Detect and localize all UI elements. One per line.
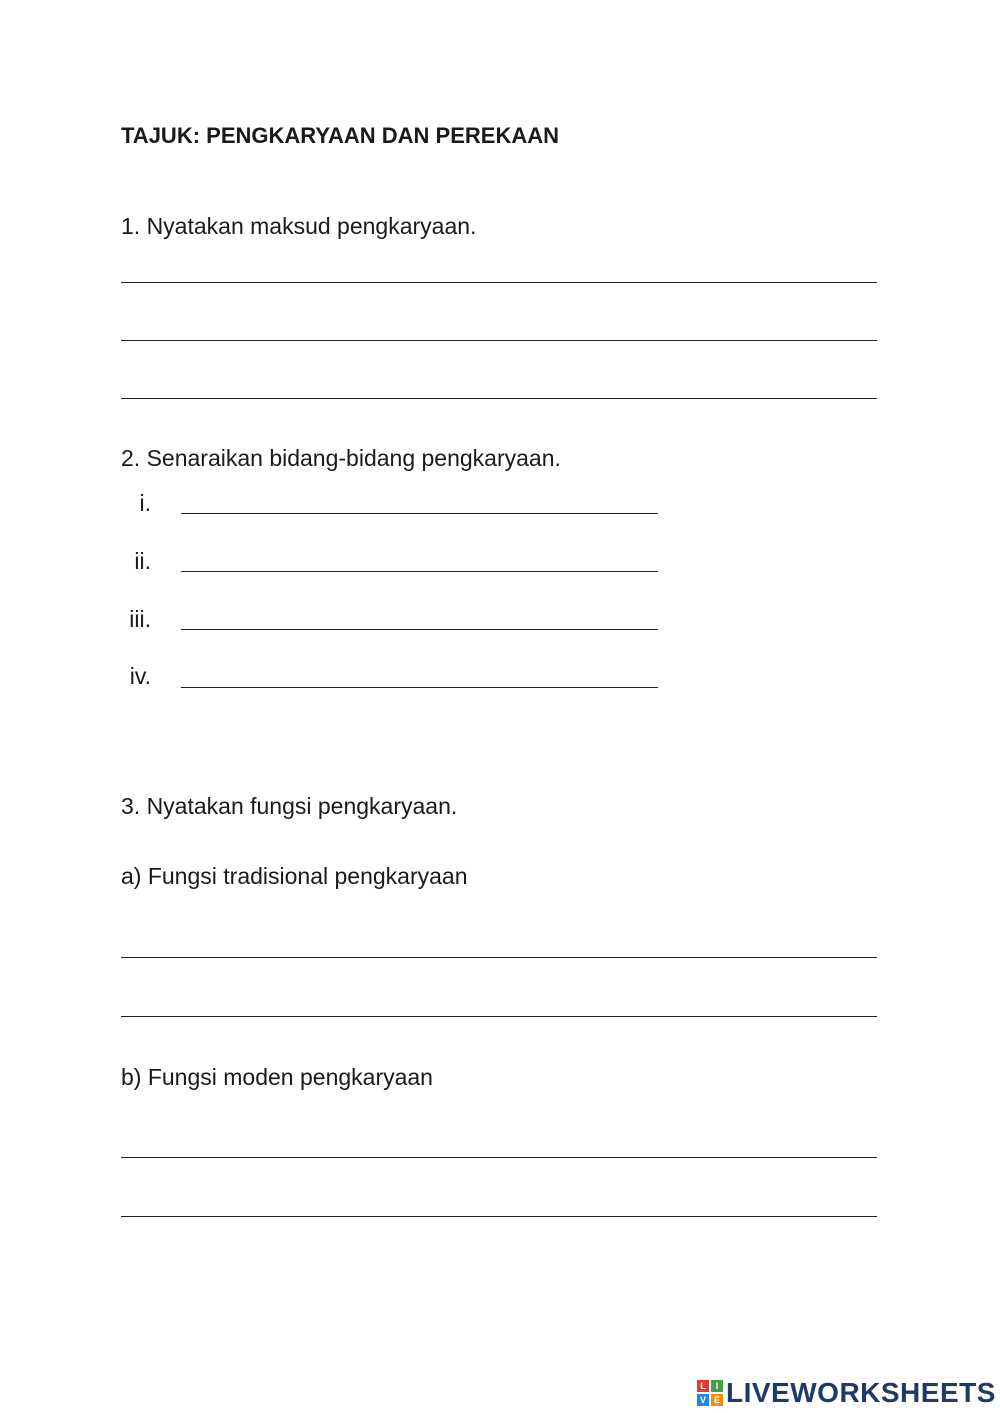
question-3a: a) Fungsi tradisional pengkaryaan bbox=[121, 863, 468, 889]
q1-answer-line-2[interactable] bbox=[121, 340, 877, 341]
q1-answer-line-3[interactable] bbox=[121, 398, 877, 399]
liveworksheets-logo[interactable] bbox=[697, 1376, 996, 1410]
q1-answer-line-1[interactable] bbox=[121, 282, 877, 283]
q2-item-label-4: iv. bbox=[129, 663, 151, 689]
question-3b: b) Fungsi moden pengkaryaan bbox=[121, 1064, 433, 1090]
logo-letter-e: E bbox=[711, 1394, 723, 1406]
q3a-answer-line-1[interactable] bbox=[121, 957, 877, 958]
q3b-answer-line-2[interactable] bbox=[121, 1216, 877, 1217]
logo-letter-i: I bbox=[711, 1380, 723, 1392]
q3b-answer-line-1[interactable] bbox=[121, 1157, 877, 1158]
logo-text: LIVEWORKSHEETS bbox=[726, 1377, 996, 1408]
page-title: TAJUK: PENGKARYAAN DAN PEREKAAN bbox=[121, 123, 560, 148]
logo-letter-l: L bbox=[697, 1380, 709, 1392]
question-3: 3. Nyatakan fungsi pengkaryaan. bbox=[121, 793, 458, 819]
q3a-answer-line-2[interactable] bbox=[121, 1016, 877, 1017]
q2-answer-line-1[interactable] bbox=[181, 513, 658, 514]
q2-answer-line-3[interactable] bbox=[181, 629, 658, 630]
question-1: 1. Nyatakan maksud pengkaryaan. bbox=[121, 213, 477, 239]
q2-item-label-3: iii. bbox=[129, 606, 151, 632]
logo-letter-v: V bbox=[697, 1394, 709, 1406]
q2-item-label-1: i. bbox=[139, 490, 151, 516]
q2-item-label-2: ii. bbox=[134, 548, 151, 574]
question-2: 2. Senaraikan bidang-bidang pengkaryaan. bbox=[121, 445, 561, 471]
q2-answer-line-2[interactable] bbox=[181, 571, 658, 572]
q2-answer-line-4[interactable] bbox=[181, 687, 658, 688]
liveworksheets-logo-icon bbox=[697, 1380, 723, 1406]
